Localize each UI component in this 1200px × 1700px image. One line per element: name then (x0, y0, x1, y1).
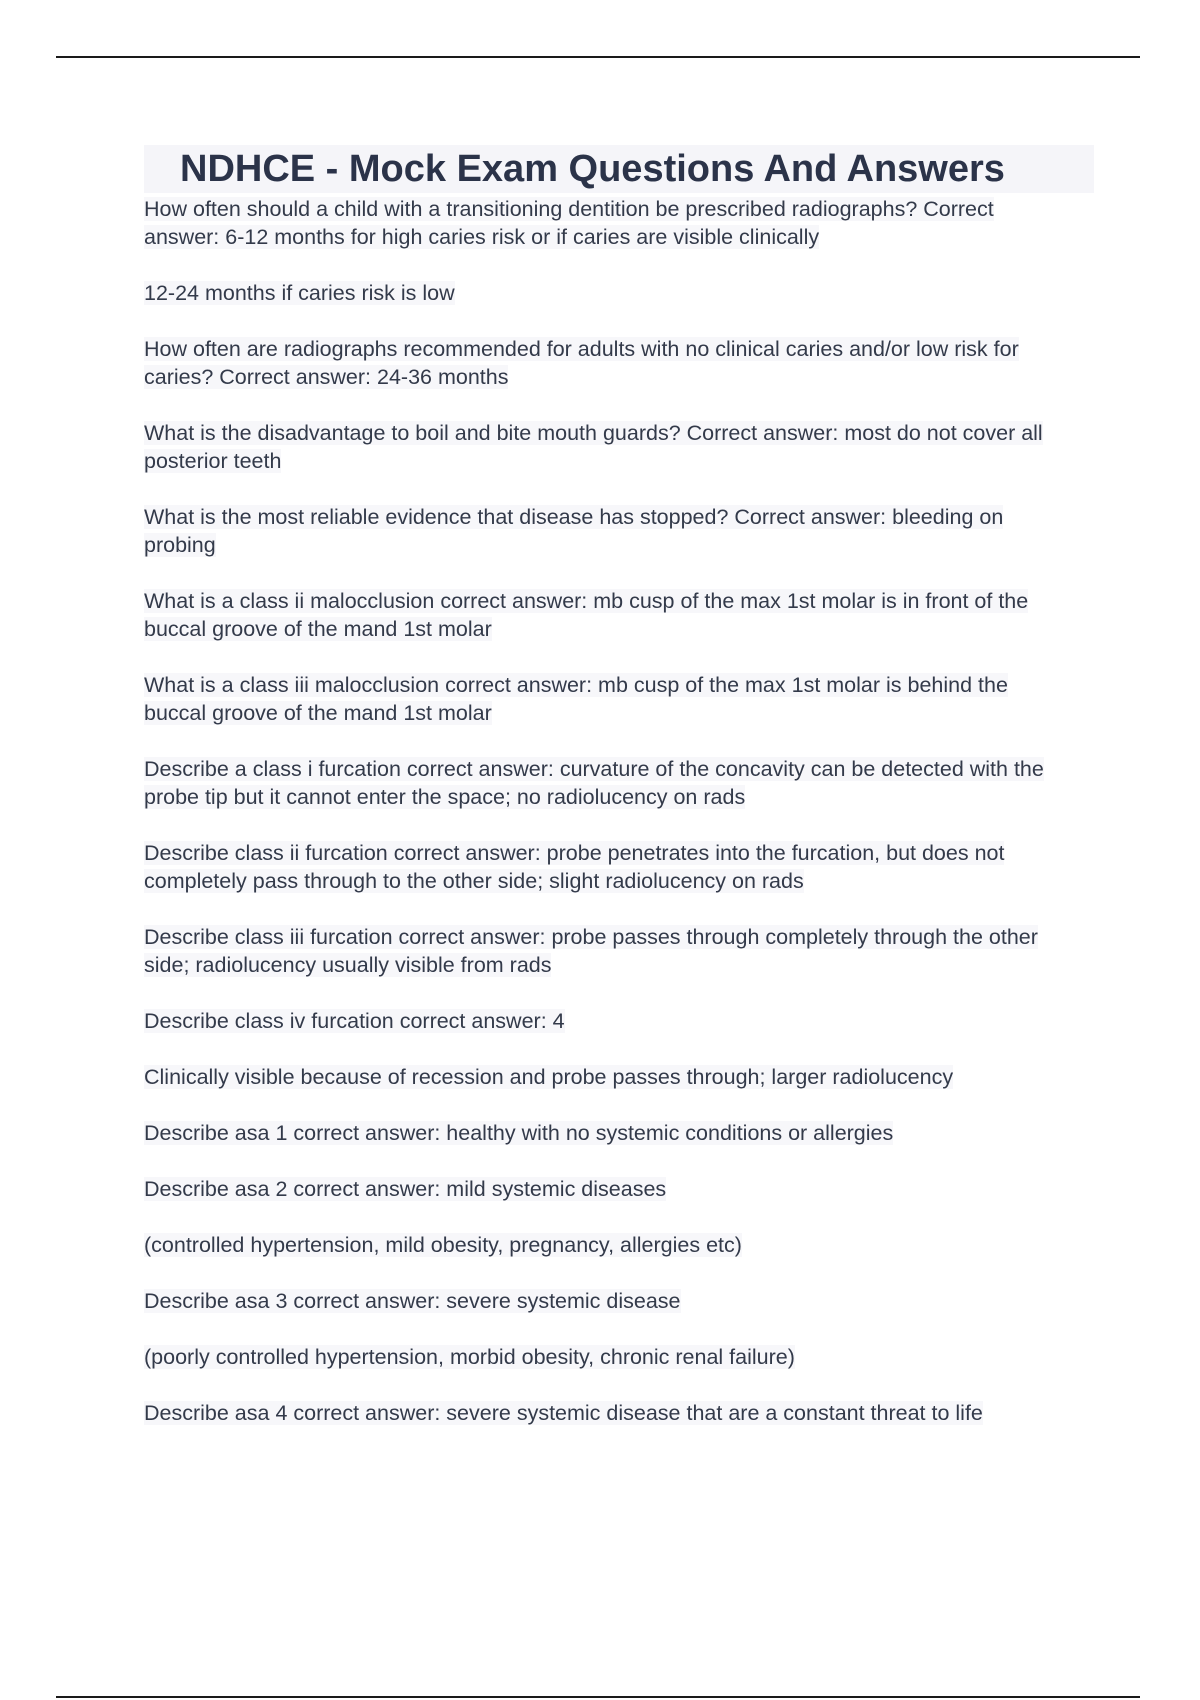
qa-item-10 (144, 923, 1074, 979)
qa-item-4 (144, 419, 1074, 475)
qa-item-3 (144, 335, 1074, 391)
qa-item-9 (144, 839, 1074, 895)
qa-text: Describe class iii furcation correct answer: probe passes through completely through the other side; radiolucency usually visible from rads (144, 925, 1038, 977)
qa-text: Describe asa 3 correct answer: severe systemic disease (144, 1289, 681, 1313)
qa-item-12 (144, 1063, 1074, 1091)
qa-text: 12-24 months if caries risk is low (144, 281, 455, 305)
qa-text: Describe asa 1 correct answer: healthy with no systemic conditions or allergies (144, 1121, 894, 1145)
qa-text: Describe a class i furcation correct answer: curvature of the concavity can be detected with the probe tip but it cannot enter the space; no radiolucency on rads (144, 757, 1044, 809)
qa-text: What is the disadvantage to boil and bite mouth guards? Correct answer: most do not cover all posterior teeth (144, 421, 1043, 473)
qa-item-13 (144, 1119, 1074, 1147)
qa-item-7 (144, 671, 1074, 727)
qa-text: How often should a child with a transitioning dentition be prescribed radiographs? Correct answer: 6-12 months for high caries risk or if caries are visible clinically (144, 197, 994, 249)
qa-item-5 (144, 503, 1074, 559)
qa-text: How often are radiographs recommended for adults with no clinical caries and/or low risk for caries? Correct answer: 24-36 months (144, 337, 1019, 389)
qa-text: What is a class iii malocclusion correct answer: mb cusp of the max 1st molar is behind the buccal groove of the mand 1st molar (144, 673, 1008, 725)
qa-text: (poorly controlled hypertension, morbid obesity, chronic renal failure) (144, 1345, 795, 1369)
document-body (144, 145, 1094, 1427)
qa-text: Clinically visible because of recession and probe passes through; larger radiolucency (144, 1065, 954, 1089)
qa-text: Describe class ii furcation correct answer: probe penetrates into the furcation, but does not completely pass through to the other side; slight radiolucency on rads (144, 841, 1005, 893)
qa-item-15 (144, 1231, 1074, 1259)
qa-text: Describe asa 4 correct answer: severe systemic disease that are a constant threat to life (144, 1401, 983, 1425)
qa-item-6 (144, 587, 1074, 643)
document-title: NDHCE - Mock Exam Questions And Answers (144, 145, 1094, 193)
qa-text: What is a class ii malocclusion correct answer: mb cusp of the max 1st molar is in front of the buccal groove of the mand 1st molar (144, 589, 1029, 641)
footer-rule (56, 1696, 1140, 1698)
qa-text: What is the most reliable evidence that disease has stopped? Correct answer: bleeding on probing (144, 505, 1004, 557)
qa-text: Describe asa 2 correct answer: mild systemic diseases (144, 1177, 667, 1201)
qa-item-16 (144, 1287, 1074, 1315)
qa-item-17 (144, 1343, 1074, 1371)
qa-item-11 (144, 1007, 1074, 1035)
qa-item-14 (144, 1175, 1074, 1203)
qa-item-1 (144, 195, 1074, 251)
qa-item-2 (144, 279, 1074, 307)
qa-item-18 (144, 1399, 1074, 1427)
qa-text: Describe class iv furcation correct answer: 4 (144, 1009, 565, 1033)
qa-text: (controlled hypertension, mild obesity, pregnancy, allergies etc) (144, 1233, 742, 1257)
header-rule (56, 56, 1140, 58)
qa-item-8 (144, 755, 1074, 811)
